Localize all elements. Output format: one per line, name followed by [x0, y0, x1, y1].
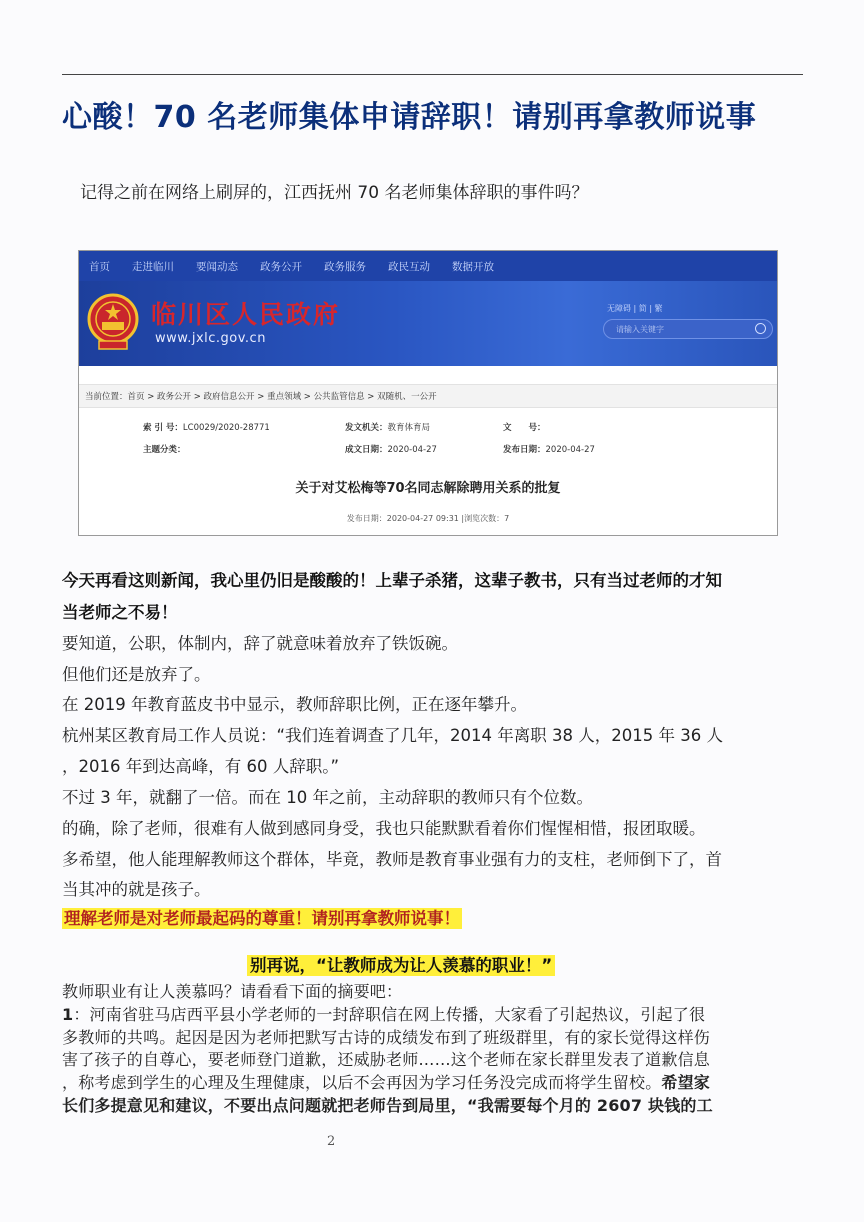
story-1-line-4-text: ，称考虑到学生的心理及生理健康，以后不会再因为学习任务没完成而将学生留校。 — [62, 1073, 662, 1092]
document-date: 发布日期：2020-04-27 09:31 |浏览次数：7 — [346, 514, 510, 523]
page-number: 2 — [327, 1134, 336, 1149]
search-placeholder: 请输入关键字 — [616, 325, 664, 334]
question-line: 教师职业有让人羡慕吗？请看看下面的摘要吧： — [62, 982, 403, 1001]
story-1-line-4 — [62, 1072, 710, 1093]
site-name: 临川区人民政府 — [151, 300, 341, 329]
highlight-line-2: 别再说，“让教师成为让人羡慕的职业！” — [247, 955, 555, 976]
top-rule — [62, 74, 803, 75]
nav-item: 走进临川 — [132, 260, 174, 273]
paragraph-5-line-2: ，2016 年到达高峰，有 60 人辞职。” — [62, 757, 340, 776]
paragraph-8-line-1: 多希望，他人能理解教师这个群体，毕竟，教师是教育事业强有力的支柱，老师倒下了，首 — [62, 850, 722, 869]
nav-item: 要闻动态 — [196, 260, 238, 273]
published-value: 2020-04-27 — [545, 445, 595, 455]
website-nav-bar — [79, 251, 777, 281]
paragraph-5-line-1: 杭州某区教育局工作人员说：“我们连着调查了几年，2014 年离职 38 人，2015 年 36 人 — [62, 726, 723, 745]
site-url: www.jxlc.gov.cn — [155, 331, 266, 346]
story-1-line-1-text: ：河南省驻马店西平县小学老师的一封辞职信在网上传播，大家看了引起热议，引起了很 — [73, 1005, 706, 1024]
article-title: 心酸！70 名老师集体申请辞职！请别再拿教师说事 — [62, 100, 757, 135]
issuer — [345, 421, 430, 433]
doc-number — [503, 421, 546, 433]
story-1-line-5: 长们多提意见和建议，不要出点问题就把老师告到局里，“我需要每个月的 2607 块钱的工 — [62, 1096, 713, 1115]
paragraph-1-line-1: 今天再看这则新闻，我心里仍旧是酸酸的！上辈子杀猪，这辈子教书，只有当过老师的才知 — [62, 571, 722, 590]
topic-label: 主题分类： — [143, 445, 186, 455]
story-1-line-2: 多教师的共鸣。起因是因为老师把默写古诗的成绩发布到了班级群里，有的家长觉得这样伤 — [62, 1028, 711, 1047]
website-banner — [79, 281, 777, 366]
story-1-line-1 — [62, 1004, 705, 1025]
created-label: 成文日期： — [345, 445, 388, 455]
issuer-label: 发文机关： — [345, 423, 388, 433]
accessibility-links: 无障碍 | 简 | 繁 — [607, 304, 663, 313]
nav-item: 数据开放 — [452, 260, 494, 273]
story-1-line-3: 害了孩子的自尊心，要老师登门道歉，还威胁老师……这个老师在家长群里发表了道歉信息 — [62, 1050, 711, 1069]
published-date — [503, 443, 595, 455]
highlight-line-1-wrap — [62, 908, 462, 930]
index-label: 索 引 号： — [143, 423, 183, 433]
nav-item: 政务公开 — [260, 260, 302, 273]
highlight-line-2-wrap — [247, 955, 555, 977]
paragraph-6: 不过 3 年，就翻了一倍。而在 10 年之前，主动辞职的教师只有个位数。 — [62, 788, 593, 807]
paragraph-1-line-2: 当老师之不易！ — [62, 603, 178, 622]
created-date — [345, 443, 437, 455]
issuer-value: 教育体育局 — [387, 423, 431, 433]
story-1-number: 1 — [62, 1005, 74, 1024]
site-search-input — [603, 319, 773, 339]
national-emblem-icon — [85, 291, 141, 353]
created-value: 2020-04-27 — [387, 445, 437, 455]
paragraph-2: 要知道，公职，体制内，辞了就意味着放弃了铁饭碗。 — [62, 634, 458, 653]
search-icon — [755, 323, 766, 334]
highlight-line-1: 理解老师是对老师最起码的尊重！请别再拿教师说事！ — [64, 909, 460, 928]
published-label: 发布日期： — [503, 445, 546, 455]
index-number — [143, 421, 270, 433]
story-1-line-4-bold: 希望家 — [661, 1073, 711, 1092]
nav-item: 政务服务 — [324, 260, 366, 273]
paragraph-7: 的确，除了老师，很难有人做到感同身受，我也只能默默看着你们惺惺相惜，报团取暖。 — [62, 819, 706, 838]
nav-item: 政民互动 — [388, 260, 430, 273]
topic — [143, 443, 186, 455]
index-value: LC0029/2020-28771 — [182, 423, 270, 433]
nav-item: 首页 — [89, 260, 110, 273]
document-title: 关于对艾松梅等70名同志解除聘用关系的批复 — [295, 481, 561, 496]
breadcrumb: 当前位置：首页 > 政务公开 > 政府信息公开 > 重点领域 > 公共监管信息 > 双随机、一公开 — [79, 384, 777, 408]
paragraph-4: 在 2019 年教育蓝皮书中显示，教师辞职比例，正在逐年攀升。 — [62, 695, 527, 714]
paragraph-8-line-2: 当其冲的就是孩子。 — [62, 880, 211, 899]
intro-text: 记得之前在网络上刷屏的，江西抚州 70 名老师集体辞职的事件吗？ — [80, 183, 589, 203]
docno-label: 文 号： — [503, 423, 546, 433]
paragraph-3: 但他们还是放弃了。 — [62, 665, 211, 684]
embedded-website-screenshot — [78, 250, 778, 536]
